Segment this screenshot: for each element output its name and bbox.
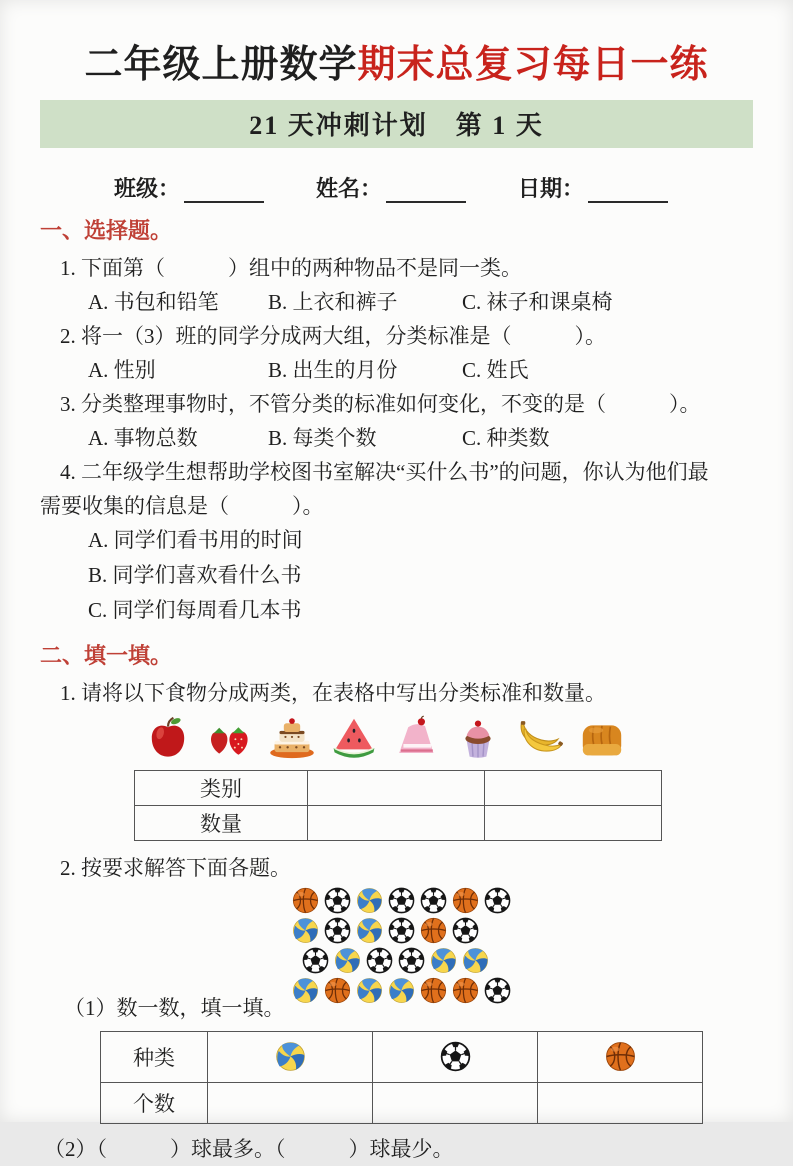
fill-item-2-text: 2. 按要求解答下面各题。 xyxy=(60,855,291,880)
volleyball-icon xyxy=(430,947,457,974)
name-label: 姓名： xyxy=(316,175,383,201)
soccer-icon xyxy=(440,1041,471,1072)
question-4-text-line2: 需要收集的信息是（ ）。 xyxy=(40,493,324,518)
section2-heading: 二、填一填。 xyxy=(40,642,173,668)
table2-count-cell-1[interactable] xyxy=(208,1082,373,1123)
q1-option-b: B. 上衣和裤子 xyxy=(268,289,398,314)
cupcake-icon xyxy=(454,714,502,762)
volleyball-icon xyxy=(462,947,489,974)
date-label: 日期： xyxy=(518,175,585,201)
basketball-icon xyxy=(292,887,319,914)
volleyball-icon xyxy=(275,1041,306,1072)
question-1-text: 1. 下面第（ ）组中的两种物品不是同一类。 xyxy=(60,255,522,280)
table1-category-cell-2[interactable] xyxy=(485,770,662,805)
table1-quantity-cell-1[interactable] xyxy=(308,805,485,840)
table1-category-row xyxy=(135,770,662,805)
student-info-row xyxy=(114,172,753,203)
basketball-icon xyxy=(605,1041,636,1072)
ball-grid xyxy=(292,887,753,1004)
class-label: 班级： xyxy=(114,175,181,201)
title-red-part: 期末总复习每日一练 xyxy=(357,44,709,86)
volleyball-icon xyxy=(356,887,383,914)
watermelon-icon xyxy=(330,714,378,762)
table1-row1-label: 类别 xyxy=(135,770,308,805)
count-fill-subquestion: （1）数一数，填一填。 xyxy=(64,995,285,1020)
question-1-options xyxy=(88,285,753,319)
title-black-part: 二年级上册数学 xyxy=(84,44,358,86)
q4-option-b: B. 同学们喜欢看什么书 xyxy=(88,562,302,587)
table2-count-cell-2[interactable] xyxy=(373,1082,538,1123)
table1-quantity-cell-2[interactable] xyxy=(485,805,662,840)
q1-option-c: C. 袜子和课桌椅 xyxy=(462,289,613,314)
question-2-options xyxy=(88,353,753,387)
section1-heading: 一、选择题。 xyxy=(40,217,173,243)
soccer-icon xyxy=(302,947,329,974)
volleyball-icon xyxy=(356,917,383,944)
volleyball-icon xyxy=(292,917,319,944)
table1-quantity-row xyxy=(135,805,662,840)
table2-type-cell-soccer xyxy=(373,1031,538,1082)
date-field xyxy=(518,172,668,203)
q3-option-b: B. 每类个数 xyxy=(268,425,377,450)
q4-option-c: C. 同学们每周看几本书 xyxy=(88,597,302,622)
soccer-icon xyxy=(324,887,351,914)
count-table xyxy=(100,1031,703,1124)
table2-row2-label: 个数 xyxy=(101,1082,208,1123)
most-least-subquestion: （2）（ ）球最多。（ ）球最少。 xyxy=(44,1136,454,1161)
q2-option-a: A. 性别 xyxy=(88,357,156,382)
banana-icon xyxy=(516,714,564,762)
volleyball-icon xyxy=(334,947,361,974)
question-3-options xyxy=(88,421,753,455)
table2-row1-label: 种类 xyxy=(101,1031,208,1082)
plan-banner: 21 天冲刺计划 第 1 天 xyxy=(40,100,753,148)
strawberry-icon xyxy=(206,714,254,762)
apple-icon xyxy=(144,714,192,762)
table2-type-row xyxy=(101,1031,703,1082)
table2-count-row xyxy=(101,1082,703,1123)
food-row xyxy=(144,714,753,762)
ball-row xyxy=(292,917,753,944)
q1-option-a: A. 书包和铅笔 xyxy=(88,289,219,314)
soccer-icon xyxy=(388,917,415,944)
basketball-icon xyxy=(420,917,447,944)
question-2-text: 2. 将一（3）班的同学分成两大组，分类标准是（ ）。 xyxy=(60,323,606,348)
soccer-icon xyxy=(388,887,415,914)
table2-type-cell-volleyball xyxy=(208,1031,373,1082)
question-4-text-line1: 4. 二年级学生想帮助学校图书室解决“买什么书”的问题，你认为他们最 xyxy=(60,459,709,484)
table2-type-cell-basketball xyxy=(538,1031,703,1082)
name-field xyxy=(316,172,466,203)
q3-option-c: C. 种类数 xyxy=(462,425,550,450)
name-input-line[interactable] xyxy=(386,177,466,203)
ball-row xyxy=(292,887,753,914)
q2-option-b: B. 出生的月份 xyxy=(268,357,398,382)
fill-item-1-text: 1. 请将以下食物分成两类，在表格中写出分类标准和数量。 xyxy=(60,680,606,705)
table1-category-cell-1[interactable] xyxy=(308,770,485,805)
q3-option-a: A. 事物总数 xyxy=(88,425,198,450)
soccer-icon xyxy=(366,947,393,974)
cake-slice-icon xyxy=(392,714,440,762)
ball-row xyxy=(302,947,753,974)
class-input-line[interactable] xyxy=(184,177,264,203)
q4-option-a: A. 同学们看书用的时间 xyxy=(88,527,303,552)
soccer-icon xyxy=(398,947,425,974)
date-input-line[interactable] xyxy=(588,177,668,203)
soccer-icon xyxy=(324,917,351,944)
question-3-text: 3. 分类整理事物时，不管分类的标准如何变化，不变的是（ ）。 xyxy=(60,391,701,416)
table1-row2-label: 数量 xyxy=(135,805,308,840)
soccer-icon xyxy=(420,887,447,914)
basketball-icon xyxy=(452,887,479,914)
table2-count-cell-3[interactable] xyxy=(538,1082,703,1123)
page-title xyxy=(40,44,753,88)
class-field xyxy=(114,172,264,203)
q2-option-c: C. 姓氏 xyxy=(462,357,529,382)
bread-icon xyxy=(578,714,626,762)
cake-icon xyxy=(268,714,316,762)
soccer-icon xyxy=(452,917,479,944)
soccer-icon xyxy=(484,887,511,914)
classification-table xyxy=(134,770,662,841)
